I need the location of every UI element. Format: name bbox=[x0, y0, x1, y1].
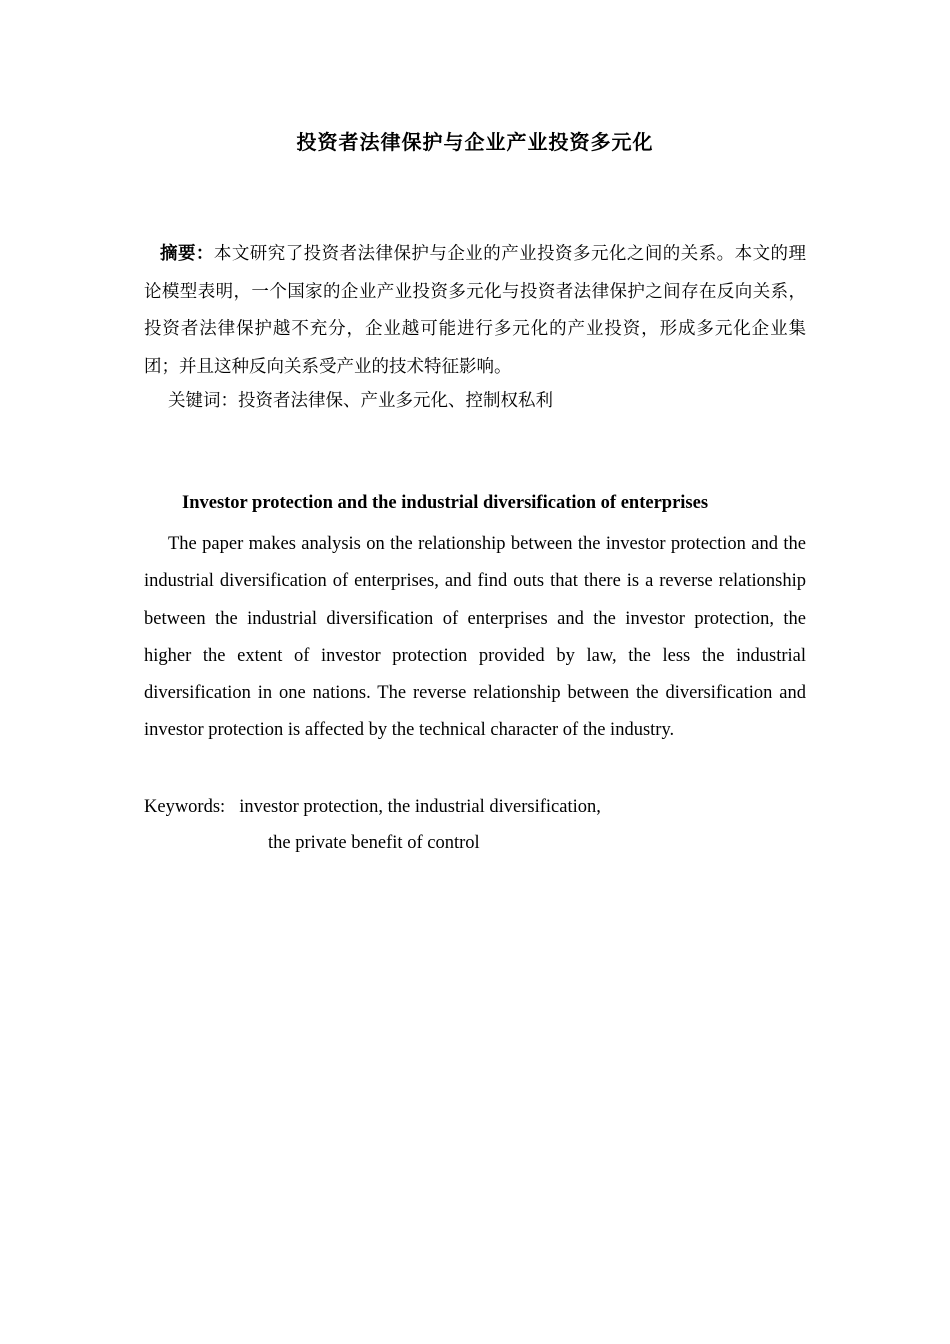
chinese-title: 投资者法律保护与企业产业投资多元化 bbox=[296, 130, 654, 154]
english-keywords bbox=[144, 789, 601, 825]
english-keywords-line2: the private benefit of control bbox=[268, 833, 480, 853]
chinese-abstract bbox=[144, 236, 806, 386]
chinese-abstract-text: 本文研究了投资者法律保护与企业的产业投资多元化之间的关系。本文的理论模型表明，一个国家的企业产业投资多元化与投资者法律保护之间存在反向关系，投资者法律保护越不充分，企业越可能进行多元化的产业投资，形成多元化企业集团；并且这种反向关系受产业的技术特征影响。 bbox=[144, 244, 807, 377]
english-abstract: The paper makes analysis on the relationship between the investor protection and the industrial diversification of enterprises, and find outs that there is a reverse relationship between the industrial diversification of enterprises and the investor protection, the higher the extent of investor protection provided by law, the less the industrial diversification in one nations. The reverse relationship between the diversification and investor protection is affected by the technical character of the industry. bbox=[144, 534, 806, 741]
chinese-keywords: 关键词：投资者法律保、产业多元化、控制权私利 bbox=[168, 391, 553, 411]
chinese-abstract-label: 摘要： bbox=[160, 244, 214, 264]
english-keywords-line1: investor protection, the industrial diversification, bbox=[239, 797, 601, 817]
english-keywords-label: Keywords: bbox=[144, 797, 226, 817]
english-title: Investor protection and the industrial diversification of enterprises bbox=[182, 493, 709, 513]
